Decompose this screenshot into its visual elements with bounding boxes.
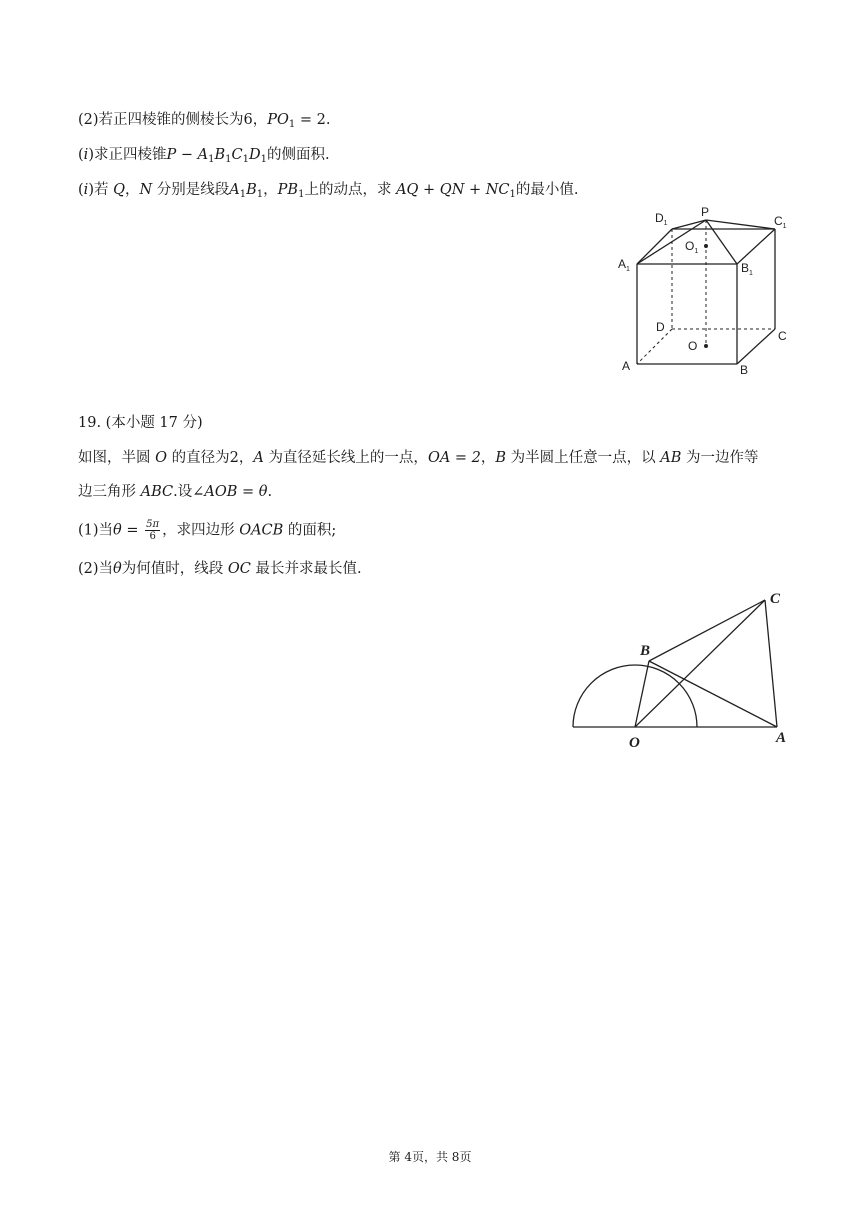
fraction-5pi-6: $\frac{5\pi}{6}$ (146, 519, 160, 542)
label-C: C (770, 591, 781, 607)
label-A: A (622, 359, 631, 373)
q18-part2-i: (i)求正四棱锥$P - A_1B_1C_1D_1$的侧面积. (78, 147, 330, 165)
q19-part1: (1)当θ = $\frac{5\pi}{6}$ ，求四边形 OACB 的面积; (78, 519, 337, 542)
label-C1: $C_1$ (774, 214, 787, 230)
semicircle-figure (565, 585, 805, 760)
cube-pyramid-figure (612, 200, 812, 380)
label-O: O (688, 339, 698, 353)
label-C: C (778, 329, 787, 343)
q18-part2-intro: (2)若正四棱锥的侧棱长为6，$PO_1 = 2$. (78, 112, 331, 130)
label-D1: $D_1$ (655, 211, 668, 227)
label-P: P (701, 205, 710, 219)
label-B1: $B_1$ (741, 261, 753, 277)
page-footer: 第 4页，共 8页 (388, 1150, 472, 1164)
label-O1: $O_1$ (685, 239, 699, 255)
q19-stem-line1: 如图，半圆 O 的直径为2，A 为直径延长线上的一点，OA = 2，B 为半圆上任意一点，以 AB 为一边作等 (78, 450, 759, 466)
q19-part2: (2)当θ为何值时，线段 OC 最长并求最长值. (78, 561, 362, 577)
label-D: D (656, 320, 665, 334)
q19-stem-line2: 边三角形 ABC.设∠AOB = θ. (78, 484, 273, 500)
q19-header: 19. (本小题 17 分) (78, 415, 203, 431)
label-O: O (629, 735, 640, 751)
label-B: B (740, 363, 749, 377)
label-B: B (640, 643, 651, 659)
q18-part2-ii: (i)若 Q，N 分别是线段$A_1B_1$，$PB_1$上的动点，求 AQ + QN + $NC_1$的最小值. (78, 182, 579, 200)
label-A1: $A_1$ (618, 257, 630, 273)
label-A: A (776, 730, 787, 746)
